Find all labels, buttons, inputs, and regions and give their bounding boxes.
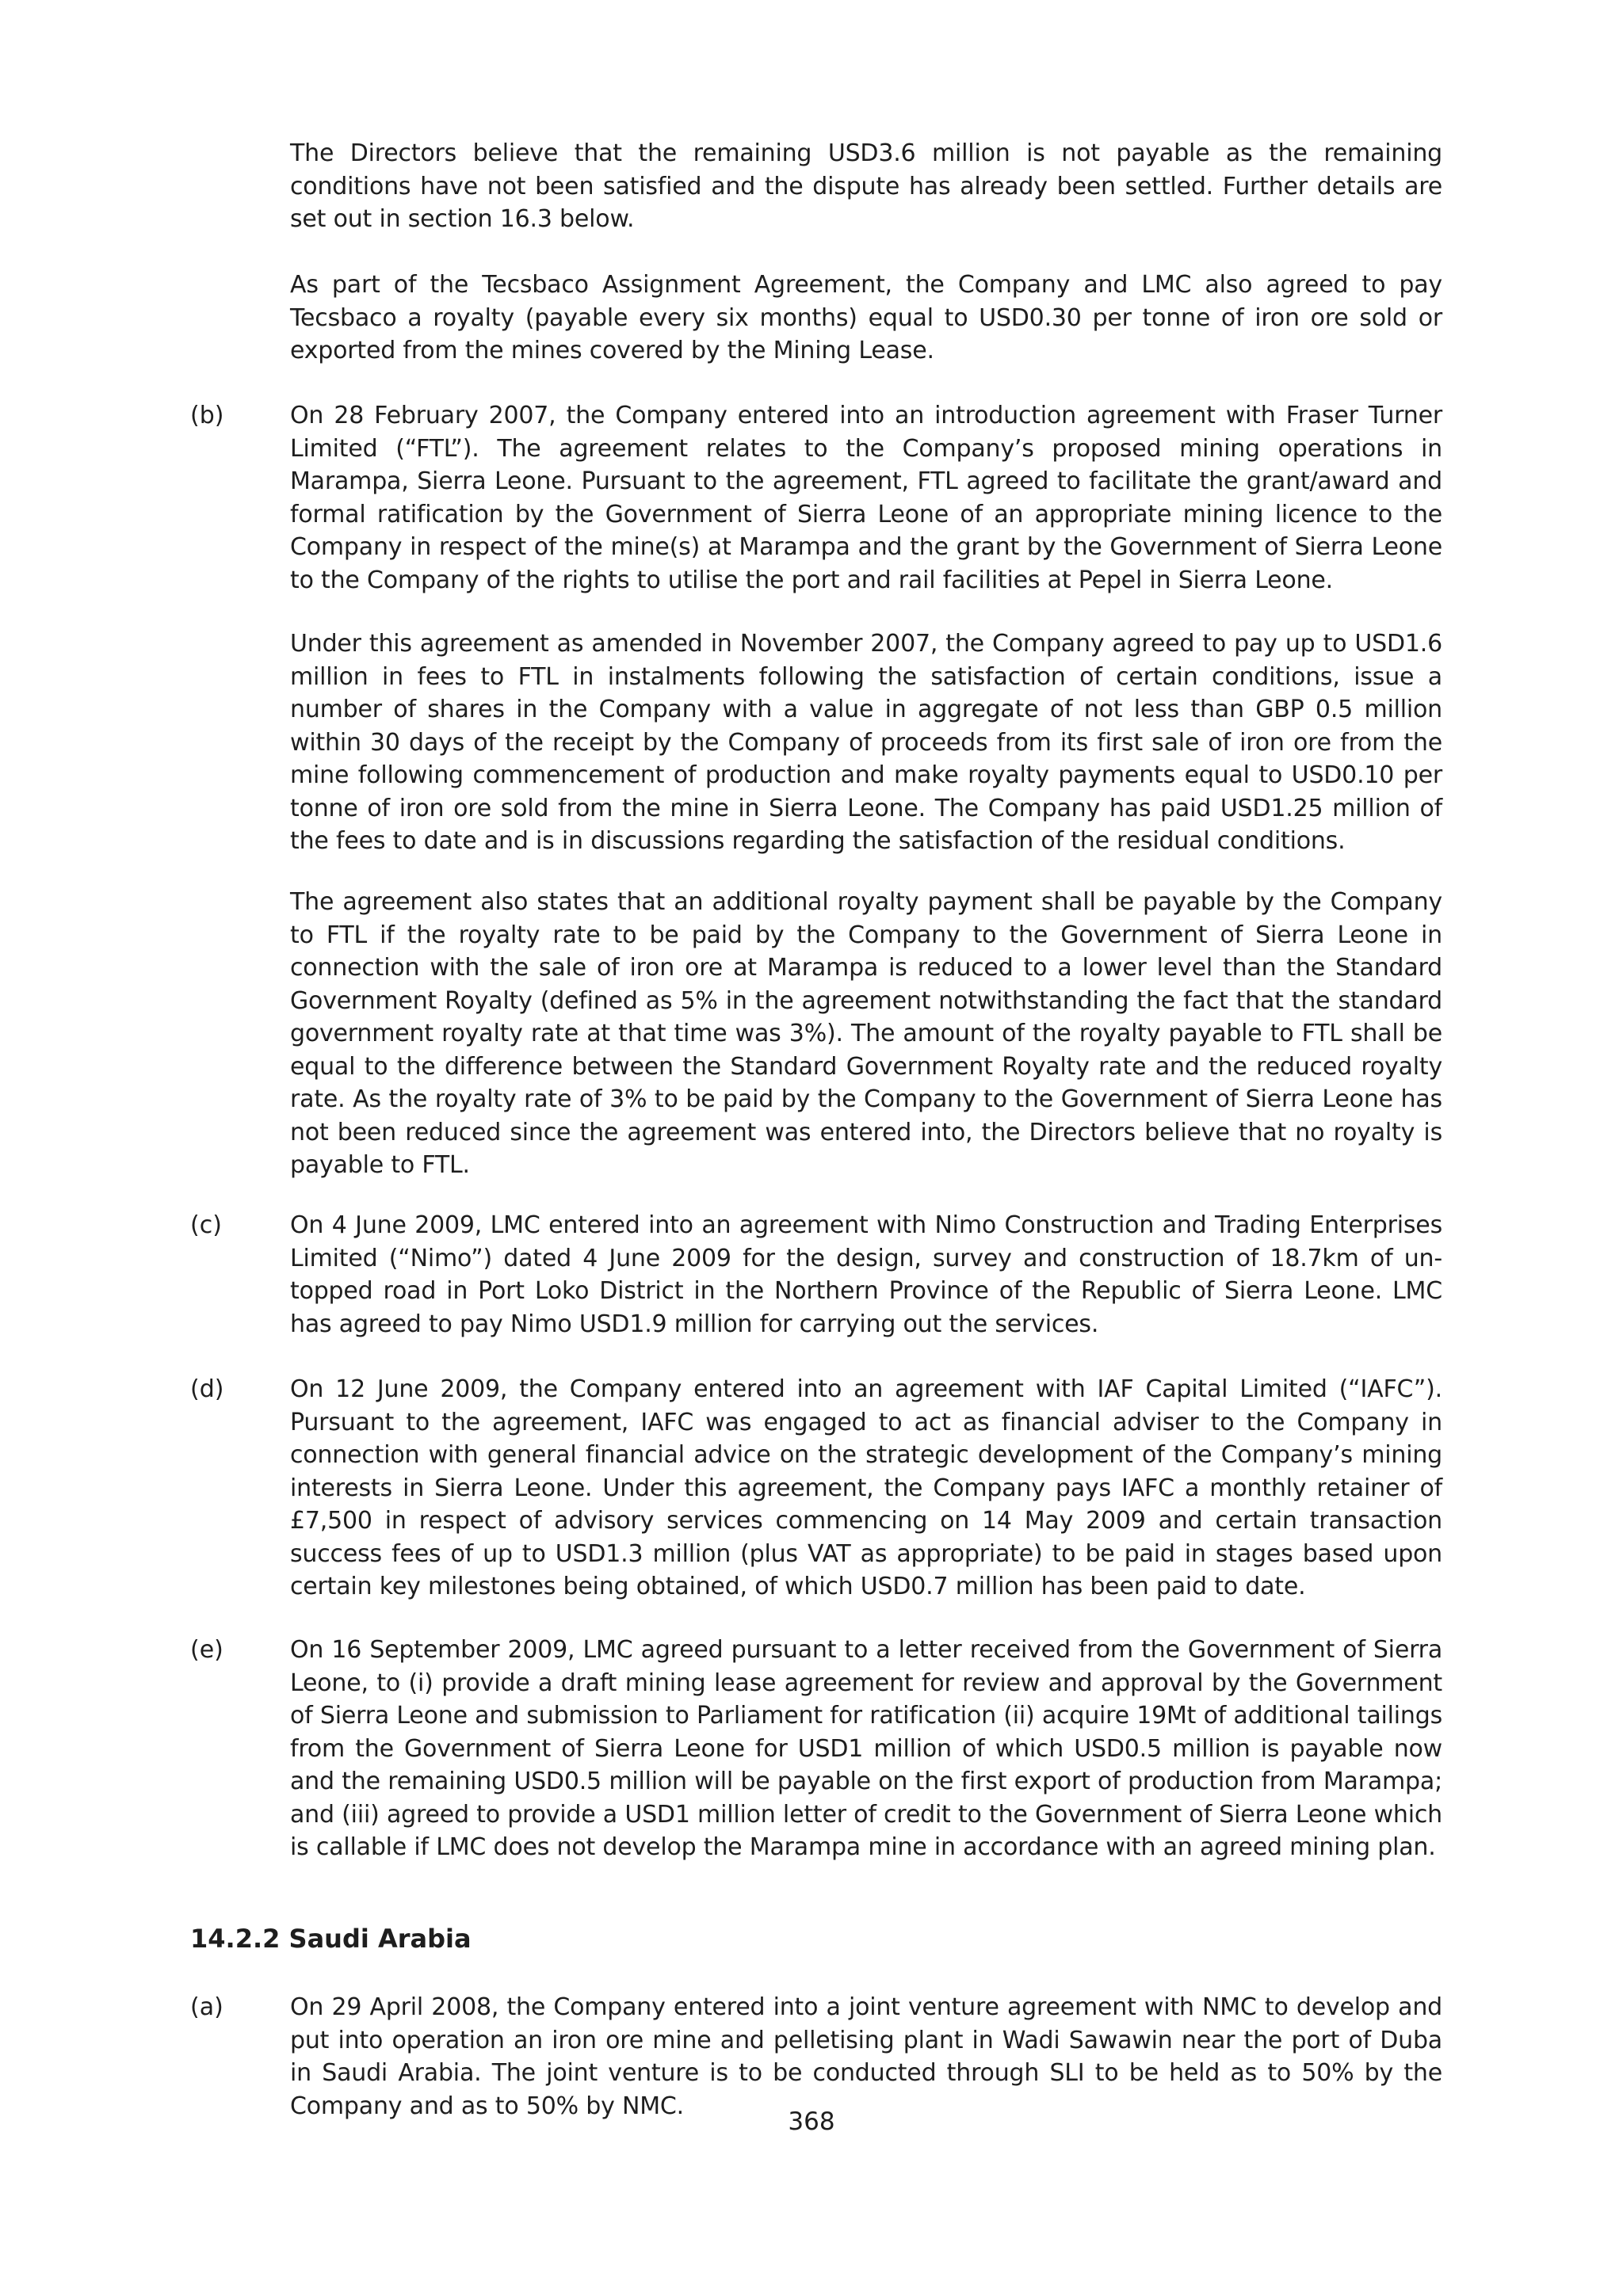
paragraph-iafc-agreement: On 12 June 2009, the Company entered into an agreement with IAF Capital Limited (“IAFC”). Pursuant to the agreement, IAFC was engaged to act as financial adviser to the Company in connection with general financial advice on the strategic development of the Company’s mining interests in Sierra Leone. Under this agreement, the Company pays IAFC a monthly retainer of £7,500 in respect of advisory services commencing on 14 May 2009 and certain transaction success fees of up to USD1.3 million (plus VAT as appropriate) to be paid in stages based upon certain key milestones being obtained, of which USD0.7 million has been paid to date. bbox=[290, 1375, 1442, 1600]
paragraph-tecsbaco-royalty: As part of the Tecsbaco Assignment Agreement, the Company and LMC also agreed to pay Tecsbaco a royalty (payable every six months) equal to USD0.30 per tonne of iron ore sold or exported from the mines covered by the Mining Lease. bbox=[290, 271, 1442, 364]
page-number: 368 bbox=[788, 2107, 835, 2136]
paragraph-nimo-agreement: On 4 June 2009, LMC entered into an agreement with Nimo Construction and Trading Enterprises Limited (“Nimo”) dated 4 June 2009 for the design, survey and construction of 18.7km of un-topped road in Port Loko District in the Northern Province of the Republic of Sierra Leone. LMC has agreed to pay Nimo USD1.9 million for carrying out the services. bbox=[290, 1211, 1442, 1338]
paragraph-remaining-payment: The Directors believe that the remaining USD3.6 million is not payable as the remaining conditions have not been satisfied and the dispute has already been settled. Further details are set out in section 16.3 below. bbox=[290, 139, 1442, 233]
paragraph-fraser-turner-agreement: On 28 February 2007, the Company entered into an introduction agreement with Fraser Turner Limited (“FTL”). The agreement relates to the Company’s proposed mining operations in Marampa, Sierra Leone. Pursuant to the agreement, FTL agreed to facilitate the grant/award and formal ratification by the Government of Sierra Leone of an appropriate mining licence to the Company in respect of the mine(s) at Marampa and the grant by the Government of Sierra Leone to the Company of the rights to utilise the port and rail facilities at Pepel in Sierra Leone. bbox=[290, 402, 1442, 594]
item-label-saudi-a: (a) bbox=[190, 1993, 223, 2021]
section-heading-saudi-arabia: 14.2.2 Saudi Arabia bbox=[190, 1924, 472, 1954]
paragraph-tailings-letter: On 16 September 2009, LMC agreed pursuant to a letter received from the Government of Sierra Leone, to (i) provide a draft mining lease agreement for review and approval by the Government of Sierra Leone and submission to Parliament for ratification (ii) acquire 19Mt of additional tailings from the Government of Sierra Leone for USD1 million of which USD0.5 million is payable now and the remaining USD0.5 million will be payable on the first export of production from Marampa; and (iii) agreed to provide a USD1 million letter of credit to the Government of Sierra Leone which is callable if LMC does not develop the Marampa mine in accordance with an agreed mining plan. bbox=[290, 1636, 1442, 1861]
paragraph-ftl-fees: Under this agreement as amended in November 2007, the Company agreed to pay up to USD1.6 million in fees to FTL in instalments following the satisfaction of certain conditions, issue a number of shares in the Company with a value in aggregate of not less than GBP 0.5 million within 30 days of the receipt by the Company of proceeds from its first sale of iron ore from the mine following commencement of production and make royalty payments equal to USD0.10 per tonne of iron ore sold from the mine in Sierra Leone. The Company has paid USD1.25 million of the fees to date and is in discussions regarding the satisfaction of the residual conditions. bbox=[290, 630, 1442, 855]
item-label-b: (b) bbox=[190, 402, 224, 429]
item-label-d: (d) bbox=[190, 1375, 224, 1403]
item-label-c: (c) bbox=[190, 1211, 222, 1239]
item-label-e: (e) bbox=[190, 1636, 223, 1664]
paragraph-nmc-joint-venture: On 29 April 2008, the Company entered into a joint venture agreement with NMC to develop and put into operation an iron ore mine and pelletising plant in Wadi Sawawin near the port of Duba in Saudi Arabia. The joint venture is to be conducted through SLI to be held as to 50% by the Company and as to 50% by NMC. bbox=[290, 1993, 1442, 2120]
paragraph-ftl-royalty: The agreement also states that an additional royalty payment shall be payable by the Company to FTL if the royalty rate to be paid by the Company to the Government of Sierra Leone in connection with the sale of iron ore at Marampa is reduced to a lower level than the Standard Government Royalty (defined as 5% in the agreement notwithstanding the fact that the standard government royalty rate at that time was 3%). The amount of the royalty payable to FTL shall be equal to the difference between the Standard Government Royalty rate and the reduced royalty rate. As the royalty rate of 3% to be paid by the Company to the Government of Sierra Leone has not been reduced since the agreement was entered into, the Directors believe that no royalty is payable to FTL. bbox=[290, 888, 1442, 1179]
